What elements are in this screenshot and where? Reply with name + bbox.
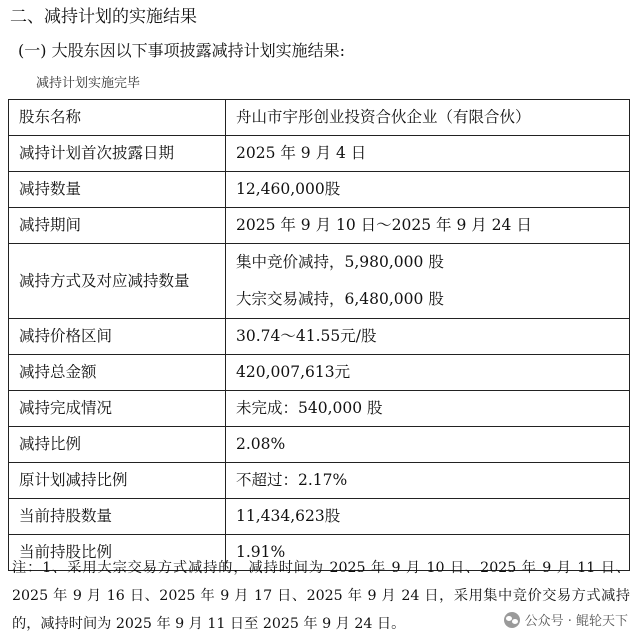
row-value: 11,434,623股 — [226, 499, 630, 535]
row-key: 减持总金额 — [9, 355, 226, 391]
table-row — [9, 244, 630, 319]
row-key: 减持价格区间 — [9, 319, 226, 355]
row-key: 当前持股数量 — [9, 499, 226, 535]
row-key: 减持完成情况 — [9, 391, 226, 427]
row-value: 未完成：540,000 股 — [226, 391, 630, 427]
footnote: 注：1、采用大宗交易方式减持的，减持时间为 2025 年 9 月 10 日、2025 年 9 月 11 日、2025 年 9 月 16 日、2025 年 9 月 17 日、2025 年 9 月 24 日，采用集中竞价交易方式减持的，减持时间为 2025 年 9 月 11 日至 2025 年 9 月 24 日。 — [12, 560, 630, 632]
table-row — [9, 208, 630, 244]
row-key: 减持方式及对应减持数量 — [9, 244, 226, 319]
row-value: 30.74～41.55元/股 — [226, 319, 630, 355]
row-value: 1.91% — [226, 535, 630, 571]
row-key: 股东名称 — [9, 100, 226, 136]
subsection-heading: (一) 大股东因以下事项披露减持计划实施结果: — [18, 41, 345, 60]
status-label: 减持计划实施完毕 — [36, 76, 141, 91]
row-key: 减持期间 — [9, 208, 226, 244]
table-row — [9, 355, 630, 391]
row-value: 2025 年 9 月 10 日～2025 年 9 月 24 日 — [226, 208, 630, 244]
wechat-icon — [504, 612, 520, 628]
row-value: 不超过：2.17% — [226, 463, 630, 499]
row-value: 12,460,000股 — [226, 172, 630, 208]
row-value-line: 大宗交易减持，6,480,000 股 — [236, 290, 444, 308]
row-key: 减持比例 — [9, 427, 226, 463]
table-row — [9, 463, 630, 499]
table-row — [9, 136, 630, 172]
watermark-text: 公众号 · 鲲轮天下 — [524, 614, 628, 629]
row-key: 原计划减持比例 — [9, 463, 226, 499]
row-value: 舟山市宇彤创业投资合伙企业（有限合伙） — [226, 100, 630, 136]
row-value — [226, 244, 630, 319]
row-value: 2025 年 9 月 4 日 — [226, 136, 630, 172]
section-heading: 二、减持计划的实施结果 — [10, 7, 197, 27]
row-key: 当前持股比例 — [9, 535, 226, 571]
table-row — [9, 100, 630, 136]
watermark — [502, 610, 630, 629]
table-row — [9, 172, 630, 208]
row-value: 420,007,613元 — [226, 355, 630, 391]
table-row — [9, 319, 630, 355]
reduction-results-table — [8, 99, 630, 571]
row-value-line: 集中竞价减持，5,980,000 股 — [236, 253, 444, 271]
table-row — [9, 499, 630, 535]
table-row — [9, 427, 630, 463]
row-key: 减持数量 — [9, 172, 226, 208]
row-value: 2.08% — [226, 427, 630, 463]
table-row — [9, 391, 630, 427]
row-key: 减持计划首次披露日期 — [9, 136, 226, 172]
